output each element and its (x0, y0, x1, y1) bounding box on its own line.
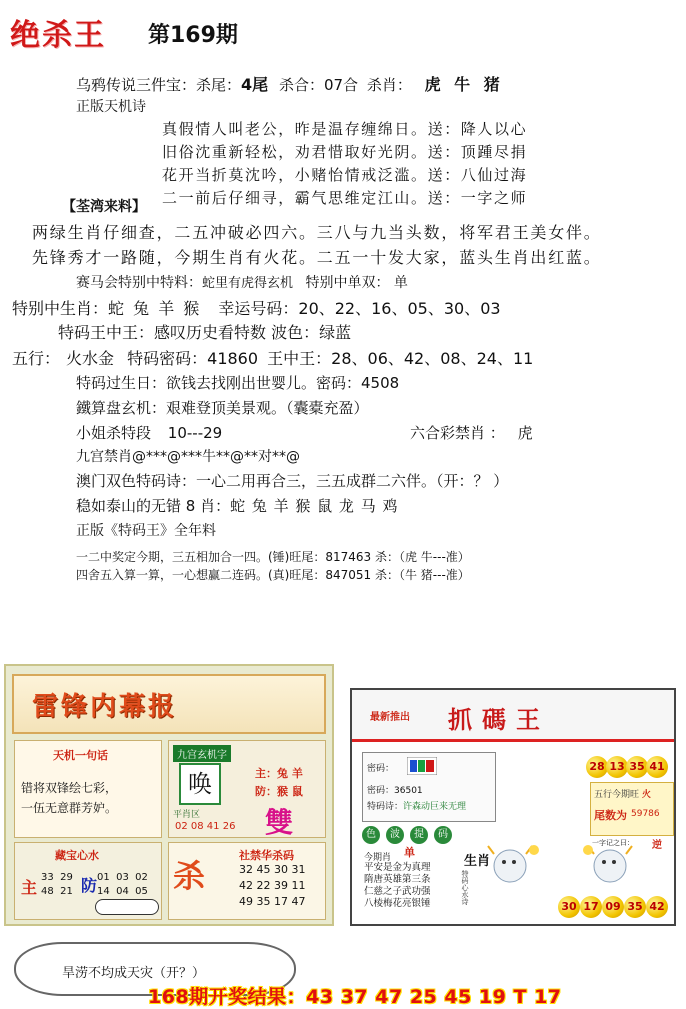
zhuamawang-panel (350, 688, 676, 926)
liuhe-value: 虎 (517, 424, 533, 442)
zhuamawang-subtitle: 最新推出 (370, 712, 410, 723)
kill-number-box (168, 842, 326, 920)
zodiac-value: 蛇 兔 羊 猴 (108, 299, 202, 318)
kill-box-title: 社禁华杀码 (239, 849, 294, 862)
birthday-code: 4508 (361, 374, 400, 392)
single-double: 特别中单双： 单 (305, 275, 408, 291)
today-value: 单 (404, 846, 415, 859)
treasure-title: 藏宝心水 (55, 849, 99, 862)
poem-row (367, 799, 466, 812)
taishan-value: 蛇 兔 羊 猴 鼠 龙 马 鸡 (230, 497, 399, 515)
bottom-ball-3: 09 (602, 896, 624, 918)
wzw-value: 28、06、42、08、24、11 (331, 349, 534, 368)
birthday-line (76, 372, 399, 393)
kill-xiao-animals: 虎 牛 猪 (424, 75, 504, 94)
jiugong-title: 九宫玄机字 (173, 745, 231, 762)
lucky-label: 幸运号码： (218, 299, 299, 318)
password-label: 特码密码： (127, 349, 208, 368)
treasure-nums-left: 33 29 48 21 (41, 872, 73, 897)
cloud-text: 旱涝不均成天灾（开？） (62, 966, 206, 981)
jiugong-pingte: 平肖区 (173, 810, 201, 820)
zhuamawang-banner (352, 690, 674, 742)
jiugong-fang: 防：猴 鼠 (255, 785, 303, 798)
poem-line-1: 真假情人叫老公，昨是温存缠绵日。送：降人以心 (162, 120, 528, 138)
top-ball-4: 41 (646, 756, 668, 778)
kill-xiao-label: 杀肖： (366, 76, 412, 94)
jiugong-nums: 02 08 41 26 (175, 821, 236, 832)
lucky-value: 20、22、16、05、30、03 (298, 299, 501, 318)
color-tabs (362, 826, 502, 844)
poem-line-2: 旧俗沈重新轻松，劝君惜取好光阴。送：顶踵尽捐 (162, 143, 528, 161)
color-tab-1: 色 (362, 826, 380, 844)
password-box (362, 752, 496, 822)
sheep-illustration-1 (486, 840, 542, 886)
birthday-text: 特码过生日：欲钱去找刚出世婴儿。密码： (76, 374, 362, 392)
password-label: 密码： (367, 764, 395, 774)
poem-value: 许森动巨来无理 (403, 802, 467, 812)
king-line: 特码王中王：感叹历史看特数 波色：绿蓝 (58, 323, 352, 342)
annual-line-1: 一二中奖定今期，三五相加合一四。(锤)旺尾：817463 杀：（虎 牛---准） (76, 550, 470, 564)
kill-tail: 4尾 (241, 75, 269, 94)
crow-legend-line (76, 72, 504, 95)
treasure-fang: 防 (81, 876, 98, 895)
macau-line: 澳门双色特码诗：一心二用再合三，三五成群二六伴。（开：？ ） (76, 472, 509, 490)
leifeng-panel (4, 664, 334, 926)
taishan-label: 稳如泰山的无错 8 肖： (76, 497, 231, 515)
password-value: 41860 (207, 349, 259, 368)
wuxing-row (594, 787, 651, 800)
password-row (367, 783, 423, 796)
right-verse-3: 仁慈之子武功强 (364, 886, 431, 897)
wuxing-label: 五行： (12, 349, 61, 368)
jiugong-zhu: 主：兔 羊 (255, 767, 303, 780)
kill-he: 杀合：07合 (278, 76, 359, 94)
password-value: 36501 (394, 786, 423, 796)
verse-line-2: 先锋秀才一路随，今期生肖有火花。二五一十发大家，蓝头生肖出红蓝。 (32, 248, 602, 267)
issue-number: 第169期 (148, 23, 238, 48)
jiugong-char: 唤 (179, 763, 221, 805)
kill-row-2: 42 22 39 11 (239, 879, 306, 892)
tv-logo-icon (407, 757, 437, 775)
jiugong-box (168, 740, 326, 838)
kill-char: 杀 (173, 857, 206, 895)
poem-line-3: 花开当折莫沈吟，小赌怡情戒泛滥。送：八仙过海 (162, 166, 528, 184)
right-verse-1: 平安是金为真理 (364, 862, 431, 873)
tianji-line-2: 一伍无意群芳妒。 (21, 801, 118, 815)
word-value: 逆 (652, 840, 662, 851)
liuhe-line (410, 422, 533, 443)
top-ball-1: 28 (586, 756, 608, 778)
treasure-zhu: 主 (21, 878, 38, 897)
draw-result: 168期开奖结果：43 37 47 25 45 19 T 17 (148, 986, 562, 1008)
empty-oval (95, 899, 159, 915)
zodiac-label: 特别中生肖： (12, 299, 109, 318)
verse-line-1: 两绿生肖仔细查，二五冲破必四六。三八与九当头数，将军君王美女伴。 (32, 223, 602, 242)
horse-line (76, 272, 408, 292)
tail-label: 尾数为 (594, 809, 627, 822)
brand-logo: 绝杀王 (10, 18, 106, 53)
color-tab-4: 码 (434, 826, 452, 844)
poem-title: 正版天机诗 (76, 99, 146, 115)
top-ball-3: 35 (626, 756, 648, 778)
zodiac-line (12, 296, 501, 319)
right-verse-2: 隋唐英雄第三条 (364, 874, 431, 885)
poem-label: 特码诗： (367, 802, 404, 812)
bottom-ball-5: 42 (646, 896, 668, 918)
horse-label: 赛马会特别中特料： (76, 275, 202, 291)
wuxing-value: 火水金 (66, 349, 115, 368)
leifeng-header (12, 674, 326, 734)
kill-row-3: 49 35 17 47 (239, 895, 306, 908)
wzw-label: 王中王： (267, 349, 332, 368)
right-verse-4: 八棱梅花亮银锤 (364, 898, 431, 909)
password-label-2: 密码： (367, 786, 395, 796)
miss-line (76, 422, 222, 443)
color-tab-3: 提 (410, 826, 428, 844)
bottom-ball-2: 17 (580, 896, 602, 918)
word-label: 一字记之曰： (592, 839, 634, 847)
tianji-line-1: 错将双锋绘七彩， (21, 781, 118, 795)
horse-value: 蛇里有虎得玄机 (202, 276, 294, 291)
shengxiao-label: 生肖 (464, 854, 491, 869)
leifeng-title: 雷锋内幕报 (32, 692, 178, 722)
right-verse (364, 862, 431, 910)
zhuamawang-title: 抓碼王 (448, 705, 550, 734)
poem-line-4: 二一前后仔细寻，霸气思维定江山。送：一字之师 (162, 189, 528, 207)
annual-label: 正版《特码王》全年料 (76, 523, 216, 539)
miss-label: 小姐杀特段 (76, 424, 152, 442)
liuhe-label: 六合彩禁肖 ： (410, 424, 505, 442)
bottom-ball-4: 35 (624, 896, 646, 918)
wuxing-line (12, 346, 533, 369)
treasure-nums-right: 01 03 02 14 04 05 (97, 872, 148, 897)
treasure-box (14, 842, 162, 920)
iron-line: 鐵算盘玄机：艰难登顶美景观。（囊橐充盈） (76, 399, 369, 417)
source-label: 【荃湾来料】 (62, 199, 146, 215)
double-char: 雙 (265, 806, 294, 839)
tianji-box (14, 740, 162, 838)
side-note: 特码心水诗 (461, 870, 469, 905)
color-tab-2: 波 (386, 826, 404, 844)
bottom-ball-1: 30 (558, 896, 580, 918)
wuxing-today-value: 火 (641, 790, 651, 800)
top-ball-2: 13 (606, 756, 628, 778)
taishan-line (76, 495, 398, 516)
kill-row-1: 32 45 30 31 (239, 863, 306, 876)
today-label: 今期肖 (364, 853, 392, 863)
nine-palace-line: 九宫禁肖@***@***牛**@**对**@ (76, 449, 300, 465)
annual-line-2: 四舍五入算一算，一心想赢二连码。(真)旺尾：847051 杀：（牛 猪---准） (76, 568, 470, 582)
tianji-title: 天机一句话 (53, 749, 108, 762)
wuxing-today-label: 五行今期旺 (594, 790, 640, 800)
crow-label: 乌鸦传说三件宝：杀尾： (76, 76, 242, 94)
miss-value: 10---29 (167, 424, 223, 442)
wuxing-tail-box (590, 782, 674, 836)
tail-value: 59786 (631, 809, 660, 819)
